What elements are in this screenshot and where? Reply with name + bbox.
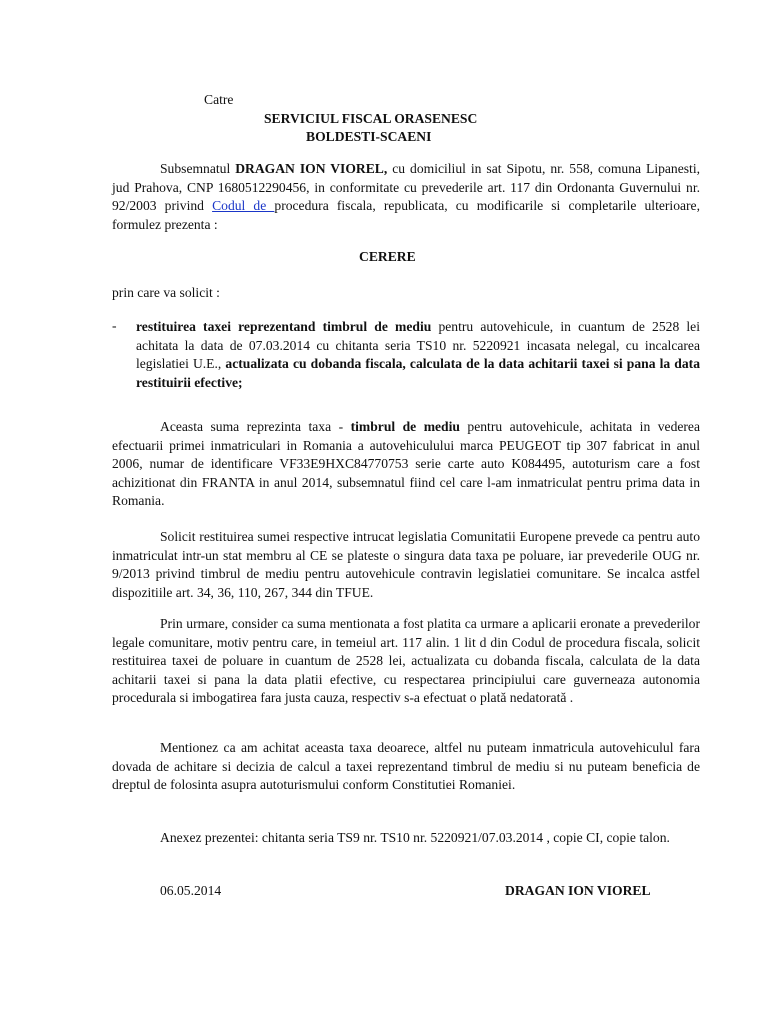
paragraph-mentionez: Mentionez ca am achitat aceasta taxa deoarece, altfel nu puteam inmatricula autovehiculul fara dovada de achitare si decizia de calcul a taxei reprezentand timbrul de mediu si nu puteam beneficia de dreptul de folosinta asupra autoturismului conform Constitutiei Romaniei. (112, 740, 700, 792)
addressee-catre: Catre (204, 92, 234, 107)
institution-name: SERVICIUL FISCAL ORASENESC (264, 111, 478, 126)
applicant-name: DRAGAN ION VIOREL, (235, 161, 388, 176)
request-dash: - (112, 318, 117, 333)
document-title: CERERE (359, 249, 416, 264)
signature-name: DRAGAN ION VIOREL (505, 883, 651, 898)
paragraph-legislatie: Solicit restituirea sumei respective intrucat legislatia Comunitatii Europene prevede ca pentru auto inmatriculat intr-un stat membru al CE se plateste o singura data taxa pe poluare, iar prevederile OUG nr. 9/2013 privind timbrul de mediu pentru autovehicule contravin legislatiei comunitare. Se incalca astfel dispozitiile art. 34, 36, 110, 267, 344 din TFUE. (112, 529, 700, 600)
para1-start: Aceasta suma reprezinta taxa - (160, 419, 351, 434)
paragraph-prin-urmare: Prin urmare, consider ca suma mentionata a fost platita ca urmare a aplicarii eronate a prevederilor legale comunitare, motiv pentru care, in temeiul art. 117 alin. 1 lit d din Codul de procedura fiscala, solicit restituirea taxei de poluare in cuantum de 2528 lei, actualizata cu dobanda fiscala, calculata de la data achitarii taxei si pana la data platii efective, cu respectarea principiului care guverneaza autonomia procedurala si imbogatirea fara justa cauza, respectiv s-a efectuat o plată nedatorată . (112, 616, 700, 705)
codul-de-link[interactable]: Codul de (212, 198, 275, 213)
intro-text-start: Subsemnatul (160, 161, 236, 176)
para1-end: pentru autovehicule, achitata in vederea efectuarii primei inmatriculari in Romania a autovehiculului marca PEUGEOT tip 307 fabricat in anul 2006, numar de identificare VF33E9HXC84770753 serie carte auto K084495, autoturism care a fost achizitionat din FRANTA in anul 2014, subsemnatul fiind cel care l-am inmatriculat pentru prima data in Romania. (112, 419, 700, 508)
paragraph-timbru (112, 418, 700, 511)
institution-city: BOLDESTI-SCAENI (306, 129, 432, 144)
request-intro: prin care va solicit : (112, 285, 220, 300)
para1-bold: timbrul de mediu (350, 419, 460, 434)
intro-text-end: procedura fiscala, republicata, cu modificarile si completarile ulterioare, formulez prezenta : (112, 198, 700, 232)
request-item-text: pentru autovehicule, in cuantum de 2528 lei achitata la data de 07.03.2014 cu chitanta seria TS10 nr. 5220921 incasata nelegal, cu incalcarea legislatiei U.E., (136, 319, 700, 371)
paragraph-anexe: Anexez prezentei: chitanta seria TS9 nr. TS10 nr. 5220921/07.03.2014 , copie CI, copie talon. (160, 830, 670, 845)
request-item-bold-end: actualizata cu dobanda fiscala, calculata de la data achitarii taxei si pana la data restituirii efective; (136, 356, 700, 390)
intro-paragraph (112, 160, 700, 234)
intro-text-middle: cu domiciliul in sat Sipotu, nr. 558, comuna Lipanesti, jud Prahova, CNP 1680512290456, in conformitate cu prevederile art. 117 din Ordonanta Guvernului nr. 92/2003 privind (112, 161, 701, 213)
request-item (136, 318, 700, 392)
document-date: 06.05.2014 (160, 883, 222, 898)
request-item-bold-start: restituirea taxei reprezentand timbrul de mediu (136, 319, 432, 334)
